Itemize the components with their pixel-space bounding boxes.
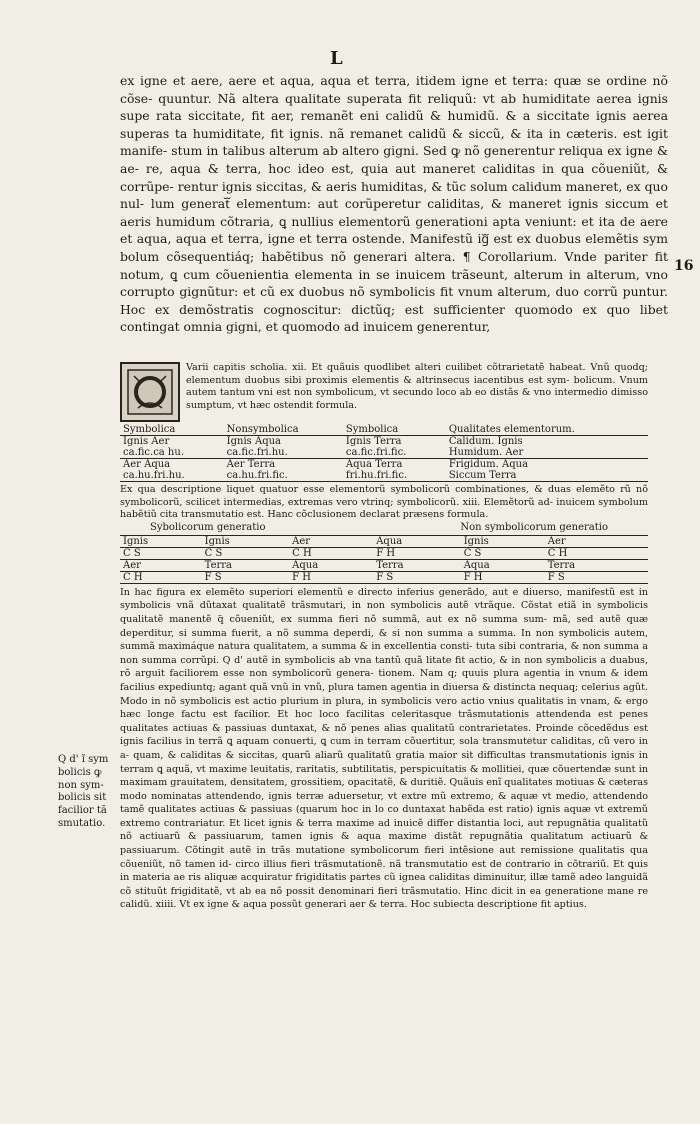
marginal-note-line: bolicis sit — [58, 792, 107, 804]
table-row — [120, 559, 648, 571]
table-cell: Aer — [120, 559, 202, 571]
table-cell — [632, 535, 648, 547]
marginal-note-line: facilior tã — [58, 805, 107, 817]
table-cell: Aqua Terra — [345, 459, 403, 470]
table-row — [120, 547, 648, 559]
table-cell: F H — [373, 547, 460, 559]
table-cell: F H — [461, 571, 545, 583]
table-cell: F S — [545, 571, 632, 583]
table-header: Qualitates elementorum. — [446, 424, 648, 436]
table-cell: Terra — [202, 559, 289, 571]
generation-table — [120, 535, 648, 584]
table-cell: Siccum Terra — [446, 470, 648, 482]
table-cell: Frigidum. Aqua — [448, 459, 529, 470]
scholia-section — [120, 362, 648, 912]
marginal-note-line: smutatio. — [58, 817, 106, 829]
table-cell — [632, 559, 648, 571]
marginal-note-line: bolicis ꝙ — [58, 766, 102, 778]
table-header: Nonsymbolica — [224, 424, 343, 436]
table-cell: Terra — [545, 559, 632, 571]
folio-number: L — [330, 48, 343, 69]
table-row — [120, 447, 648, 459]
table-cell: ca.hu.fri.fic. — [224, 470, 343, 482]
table-cell: Aer — [289, 535, 373, 547]
table-cell: C S — [120, 547, 202, 559]
marginal-note-line: non sym- — [58, 779, 104, 791]
table-header: Symbolica — [343, 424, 446, 436]
qualities-table — [120, 424, 648, 482]
table-row — [120, 535, 648, 547]
table-cell: Ignis Aer — [123, 436, 170, 447]
table-cell: C H — [289, 547, 373, 559]
table-cell: ca.fic.fri.fic. — [343, 447, 446, 459]
table-cell: Aer Aqua — [123, 459, 171, 470]
table-cell: F S — [202, 571, 289, 583]
scholia-intro: Varii capitis scholia. xii. Et quãuis quodlibet alteri cuilibet cõtrarietatẽ habeat. Vnũ quodq; elementum duobus sibi proximis elementis & altrinsecus iacentibus est sym- bolicum. Vnum autem tantum vni est non symbolicum, vt secundo loco ab eo distãs & vno intermedio dimisso sumptum, vt hæc ostendit formula. — [186, 362, 648, 411]
table-cell: Ignis — [202, 535, 289, 547]
table-header: Symbolica — [120, 424, 224, 436]
table-cell: F S — [373, 571, 460, 583]
table-cell: Terra — [373, 559, 460, 571]
lower-text-block — [120, 586, 648, 912]
table-cell: Ignis Aqua — [226, 436, 281, 447]
caption-symbolic: Sybolicorum generatio — [150, 521, 266, 533]
decorated-initial-icon — [120, 362, 180, 422]
scholia-head — [120, 362, 648, 422]
table-cell: Humidum. Aer — [446, 447, 648, 459]
table-cell: F H — [289, 571, 373, 583]
table-header-row — [120, 424, 648, 436]
table-cell: fri.hu.fri.fic. — [343, 470, 446, 482]
table-row — [120, 470, 648, 482]
table-cell: Calidum. Ignis — [448, 436, 523, 447]
table-row — [120, 436, 648, 448]
marginal-note-line: Q d' ĩ sym — [58, 754, 109, 765]
main-paragraph: ex igne et aere, aere et aqua, aqua et terra, itidem igne et terra: quæ se ordine nõ cõse- quuntur. Nã altera qualitate superata fit reliquũ: vt ab humiditate aerea ignis supe rata siccitate, fit aer, remanẽt eni calidũ & humidũ. & a siccitate ignis aerea superas ta humiditate, fit ignis. nã remanet calidũ & siccũ, & ita in cæteris. est igit manife- stum in talibus alterum ab altero gigni. Sed ꝙ nõ generentur reliqua ex igne & ae- re, aqua & terra, hoc ideo est, quia aut maneret caliditas in qua cõueniũt, & corrũpe- rentur ignis siccitas, & aeris humiditas, & tũc solum calidum maneret, ex quo nul- lum generatᷓ elementum: aut corũperetur caliditas, & maneret ignis siccum et aeris humidum cõtraria, ꝗ nullius elementorũ generationi apta veniunt: et ita de aere et aqua, aqua et terra, igne et terra ostende. Manifestũ igᷓ est ex duobus elemẽtis sym bolum cõsequentiáq; habẽtibus nõ generari altera. ¶ Corollarium. Vnde pariter fit notum, ꝗ cum cõuenientia elementa in se inuicem trãseunt, alterum in alterum, vno corrupto gignũtur: et cũ ex duobus nõ symbolicis fit vnum alterum, duo corrũ puntur. Hoc ex demõstratis cognoscitur: dictũq; est sufficienter quomodo ex quo libet contingat omnia gigni, et quomodo ad inuicem generentur, — [120, 73, 668, 335]
margin-number: 16 — [674, 258, 694, 274]
table-row — [120, 571, 648, 583]
table-cell: Aqua — [461, 559, 545, 571]
table-cell: Aer Terra — [226, 459, 276, 470]
table-cell: Ignis — [461, 535, 545, 547]
table-cell: C S — [202, 547, 289, 559]
caption-nonsymbolic: Non symbolicorum generatio — [460, 521, 608, 533]
table-row — [120, 459, 648, 471]
lower-paragraph: In hac figura ex elemẽto superiori elementũ e directo inferius generãdo, aut e diuerso, manifestũ est in symbolicis vnã dũtaxat qualitatẽ trãsmutari, in non symbolicis autẽ vtrãque. Cõstat etiã in symbolicis qualitatẽ manentẽ q̃ cõueniũt, ex summa fieri nõ summã, aut ex nõ summa sum- mã, sed autẽ quæ deperditur, si summa fuerit, a nõ summa deperdi, & si non summa a summa. In non symbolicis autem, summã maximáque natura qualitatem, a summa & in excellentia consti- tuta sibi contraria, & non summa a non summa corrũpi. Q d' autẽ in symbolicis ab vna tantũ quã litate fit actio, & in non symbolicis a duabus, rõ arguit faciliorem esse non symbolicorũ genera- tionem. Nam q; quuis plura agentia in vnum & idem facilius expediuntq; agant quã vnũ in vnũ, plura tamen agentia in diuersa & distincta nequaq; celerius agũt. Modo in nõ symbolicis est actio plurium in plura, in symbolicis vero actio vnius qualitatis in vnam, & ergo hæc longe factu est facilior. Et hoc loco facilitas celeritasque trãsmutationis attendenda est penes qualitates actiuas & passiuas duntaxat, & nõ penes alias qualitatũ contrarietates. Proinde cõcedẽdus est ignis facilius in terrã ꝗ aquam conuerti, ꝗ cum in terram cõuertitur, sola transmutetur caliditas, cũ vero in a- quam, & caliditas & siccitas, quarũ aliarũ qualitatũ gratia maior sit difficultas transmutationis ignis in terram ꝗ aquã, vt maxime leuitatis, raritatis, subtilitatis, perspicuitatis & mollitiei, quæ cõuertendæ sunt in maximam grauitatem, densitatem, grossitiem, opacitatẽ, & duritiẽ. Quãuis enĩ qualitates motiuas & cæteras modo nominatas attendendo, ignis terræ aduersetur, vt extre mũ extremo, & aquæ vt medio, attendendo tamẽ qualitates actiuas & passiuas (quarum hoc in lo co duntaxat habẽda est ratio) ignis aquæ vt extremũ extremo contrariatur. Et licet ignis & terra maxime ad inuicẽ differ distantia loci, aut repugnãtia qualitatũ nõ actiuarũ & passiuarum, tamen ignis & aqua maxime distãt repugnãtia qualitatum actiuarũ & passiuarum. Cõtingit autẽ in trãs mutatione symbolicorum fieri intẽsione aut remissione qualitatis qua cõueniũt, nõ tamen id- circo illius fieri trãsmutationẽ. nã transmutatio est de contrario in cõtrariũ. Et ꝗuis in materia ae ris aliquæ acquiratur frigiditatis partes cũ ignea caliditas diminuitur, illæ tamẽ adeo languidã cõ stituũt frigiditatẽ, vt ab ea nõ possit denominari fieri trãsmutatio. Hinc dicit in ea generatione mane re calidũ. xiiii. Vt ex igne & aqua possũt generari aer & terra. Hoc subiecta descriptione fit aptius. — [120, 586, 648, 911]
table-cell: ca.hu.fri.hu. — [120, 470, 224, 482]
table-cell: Aqua — [373, 535, 460, 547]
table-cell: C H — [545, 547, 632, 559]
table-cell: C H — [120, 571, 202, 583]
table-cell — [632, 547, 648, 559]
generation-caption-row — [120, 522, 648, 533]
table-cell: C S — [461, 547, 545, 559]
table-cell — [632, 571, 648, 583]
table-cell: Ignis — [120, 535, 202, 547]
table-cell: Aqua — [289, 559, 373, 571]
marginal-note — [58, 754, 116, 831]
scholia-paragraph: Ex qua descriptione liquet quatuor esse elementorũ symbolicorũ combinationes, & duas elemẽto rũ nõ symbolicorũ, scilicet intermedias, extremas vero vtrinq; symbolicorũ. xiii. Elemẽtorũ ad- inuicem symbolum habẽtiũ cita transmutatio est. Hanc cõclusionem declarat præsens formula. — [120, 484, 648, 521]
table-cell: Aer — [545, 535, 632, 547]
table-cell: Ignis Terra — [345, 436, 402, 447]
main-text-block — [120, 72, 668, 336]
table-cell: ca.fic.ca hu. — [120, 447, 224, 459]
table-cell: ca.fic.fri.hu. — [224, 447, 343, 459]
